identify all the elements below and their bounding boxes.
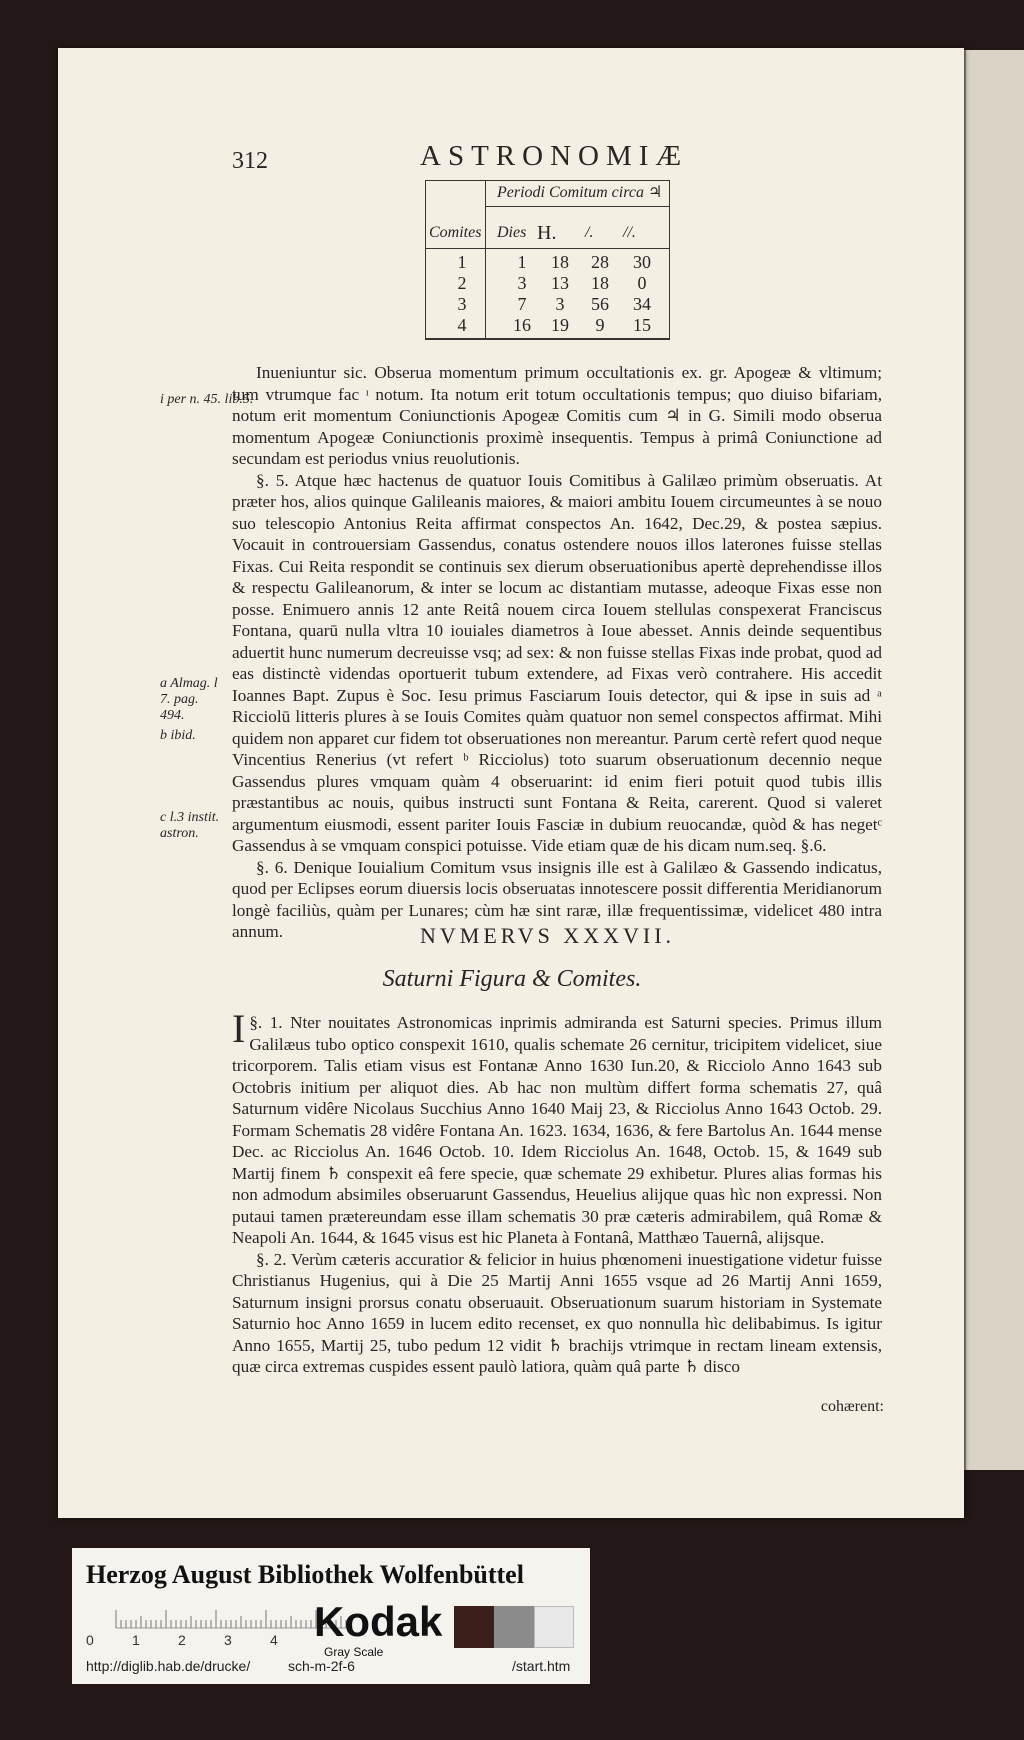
table-cell: 3 — [457, 294, 467, 314]
kodak-logo: Kodak — [314, 1598, 443, 1645]
table-cell: 13 — [551, 273, 569, 293]
url-base: http://diglib.hab.de/drucke/ — [86, 1658, 251, 1674]
swatch-light — [534, 1606, 574, 1648]
swatch-dark — [454, 1606, 494, 1648]
table-cell: 9 — [595, 315, 605, 335]
comites-period-table — [425, 180, 670, 340]
table-cell: 3 — [555, 294, 565, 314]
next-page-edge — [966, 50, 1024, 1470]
table-cell: 2 — [457, 273, 467, 293]
table-cell: 30 — [633, 252, 651, 272]
margin-note-4: c l.3 instit. astron. — [160, 810, 220, 841]
ruler-number-1: 1 — [132, 1632, 140, 1648]
table-cell: 1 — [517, 252, 527, 272]
url-start: /start.htm — [512, 1658, 571, 1674]
table-cell: 19 — [551, 315, 569, 335]
table-cell: 15 — [633, 315, 651, 335]
page-number: 312 — [232, 148, 268, 174]
ruler-number-3: 3 — [224, 1632, 232, 1648]
body-section-1 — [232, 362, 882, 943]
drop-cap: I — [232, 1006, 246, 1051]
catchword: cohærent: — [820, 1398, 884, 1415]
col-header-seconds: //. — [623, 224, 636, 241]
table-cell: 16 — [513, 315, 531, 335]
col-header-dies: Dies — [497, 224, 527, 241]
table-cell: 4 — [457, 315, 467, 335]
table-cell: 1 — [457, 252, 467, 272]
paragraph-section-5: §. 5. Atque hæc hactenus de quatuor Iouis Comitibus à Galilæo primùm obseruatis. At præter hos, alios quinque Galileanis maiores, & maiori ambitu Iouem circumeuntes à se nouo suo telescopio Antonius Reita affirmat conspectos An. 1642, Dec.29, & postea sæpius. Vocauit in controuersiam Gassendus, conatus ostendere nouos illos laterones fuisse stellas Fixas. Cui Reita respondit se continuis sex dierum obseruationibus apertè deprehendisse illos & respectu Galileanorum, & inter se locum ac distantiam mutasse, adeoque Fixas esse non posse. Enimuero annis 12 ante Reitâ nouem circa Iouem stellulas conspexerat Franciscus Fontana, quarū nulla vltra 10 iouiales diametros à Ioue abesset. Annis deinde sequentibus aduertit hunc numerum decreuisse vsq; ad sex: & non fuisse stellas Fixas inde probat, quod ad eas distinctè videndas oportuerit tubum extendere, ad Fixas verò contrahere. His accedit Ioannes Bapt. Zupus è Soc. Iesu primus Fasciarum Iouis detector, qui & ipse in suis ad ᵃ Ricciolū litteris plures à se Iouis Comites quàm quatuor non semel conspectos affirmat. Mihi quidem non apparet cur fidem tot obseruationes non mereantur. Parum certè refert quod neque Vincentius Renerius (vt refert ᵇ Ricciolus) toto suarum obseruationum decennio neque Gassendus plures vmquam quàm 4 obseruarint: id enim fieri potuit quod tubis illis præstantibus ac nouis, quibus instructi sunt Fontana & Reita, carerent. Quod si valeret argumentum eiusmodi, essent pariter Iouis Fasciæ in dubium reuocandæ, quòd & has negetᶜ Gassendus à se vmquam conspici potuisse. Vide etiam quæ de his dicam num.seq. §.6. — [232, 470, 882, 855]
ruler-number-0: 0 — [86, 1632, 94, 1648]
margin-note-1: i per n. 45. lib.5. — [160, 392, 254, 407]
col-header-hours: H. — [537, 222, 557, 244]
body-section-2 — [232, 1006, 882, 1378]
paragraph-section-6: §. 6. Denique Iouialium Comitum vsus insignis ille est à Galilæo & Gassendo indicatus, quod per Eclipses eorum diuersis locis obseruatas innotescere possit differentia Meridianorum longè faciliùs, quàm per Lunares; cùm hæ sint raræ, illæ frequentissimæ, videlicet 480 intra annum. — [232, 857, 882, 941]
paragraph-saturn-2: §. 2. Verùm cæteris accuratior & felicior in huius phœnomeni inuestigatione videtur fuisse Christianus Hugenius, qui à Die 25 Martij Anni 1655 vsque ad 26 Martij Anni 1659, Saturnum insigni prorsus conatu obseruauit. Obseruationum suarum historiam in Systemate Saturnio hoc Anno 1659 in lucem edito recenset, ex quo nonnulla hìc delibabimus. Is igitur Anno 1655, Martij 25, tubo pedum 12 vidit ♄ brachijs vtrimque in rectam lineam extensis, quæ circa extremas cuspides essent paulò latiora, quàm quâ parte ♄ disco — [232, 1249, 882, 1376]
paragraph-saturn-1 — [232, 1006, 882, 1249]
swatch-mid — [494, 1606, 534, 1648]
section-subheading: Saturni Figura & Comites. — [382, 966, 642, 992]
table-cell: 3 — [517, 273, 527, 293]
table-cell: 28 — [591, 252, 609, 272]
gray-scale-label: Gray Scale — [324, 1645, 384, 1659]
ruler-number-4: 4 — [270, 1632, 278, 1648]
table-cell: 18 — [551, 252, 569, 272]
table-cell: 18 — [591, 273, 609, 293]
table-cell: 34 — [633, 294, 651, 314]
library-name: Herzog August Bibliothek Wolfenbüttel — [86, 1560, 524, 1589]
margin-note-3: b ibid. — [160, 728, 196, 743]
section-heading: NVMERVS XXXVII. — [420, 923, 676, 948]
paragraph-saturn-1-text: §. 1. Nter nouitates Astronomicas inprimis admiranda est Saturni species. Primus illum Galilæus tubo optico conspexit 1610, qualis schemate 26 cernitur, tricipitem videlicet, siue tricorporem. Talis etiam visus est Fontanæ Anno 1630 Iun.20, & Ricciolo Anno 1643 sub Octobris initium per aliquot dies. Ab hac non multùm differt forma schematis 27, quâ Saturnum vidêre Nicolaus Succhius Anno 1640 Maij 23, & Ricciolus Anno 1643 Octob. 29. Formam Schematis 28 vidêre Fontana An. 1623. 1634, 1636, & fere Bartolus An. 1644 mense Dec. ac Ricciolus An. 1646 Octob. 10. Idem Ricciolus An. 1648, Octob. 15, & 1649 sub Martij finem ♄ conspexit eâ fere specie, quæ schemate 29 exhibetur. Plures alias formas his non admodum absimiles obseruarunt Gassendus, Heuelius alijque quas hìc non expressi. Non putaui tamen prætereundam esse illam schematis 30 præ cæteris admirabilem, quâ Romæ & Neapoli An. 1644, & 1645 visus est hic Planeta à Fontanâ, Matthæo Tauernâ, alijsque. — [232, 1013, 882, 1247]
table-cell: 7 — [517, 294, 527, 314]
ruler-number-2: 2 — [178, 1632, 186, 1648]
margin-note-2: a Almag. l 7. pag. 494. — [160, 676, 218, 723]
table-cell: 0 — [637, 273, 647, 293]
library-scan-card — [72, 1548, 590, 1684]
table-caption: Periodi Comitum circa ♃ — [497, 184, 663, 201]
table-cell: 56 — [591, 294, 609, 314]
url-shelfmark: sch-m-2f-6 — [288, 1658, 355, 1674]
running-head: ASTRONOMIÆ — [420, 140, 689, 172]
col-header-minutes: /. — [585, 224, 594, 241]
paragraph-inueniuntur: Inueniuntur sic. Obserua momentum primum occultationis ex. gr. Apogeæ & vltimum; tum vtrumque fac ᶦ notum. Ita notum erit totum occultationis tempus; quo diuiso bifariam, notum erit momentum Coniunctionis Apogeæ Comitis cum ♃ in G. Simili modo obserua momentum Apogeæ Coniunctionis proximè insequentis. Tempus à primâ Coniunctione ad secundam est periodus vnius reuolutionis. — [232, 363, 882, 468]
col-header-comites: Comites — [429, 224, 482, 241]
